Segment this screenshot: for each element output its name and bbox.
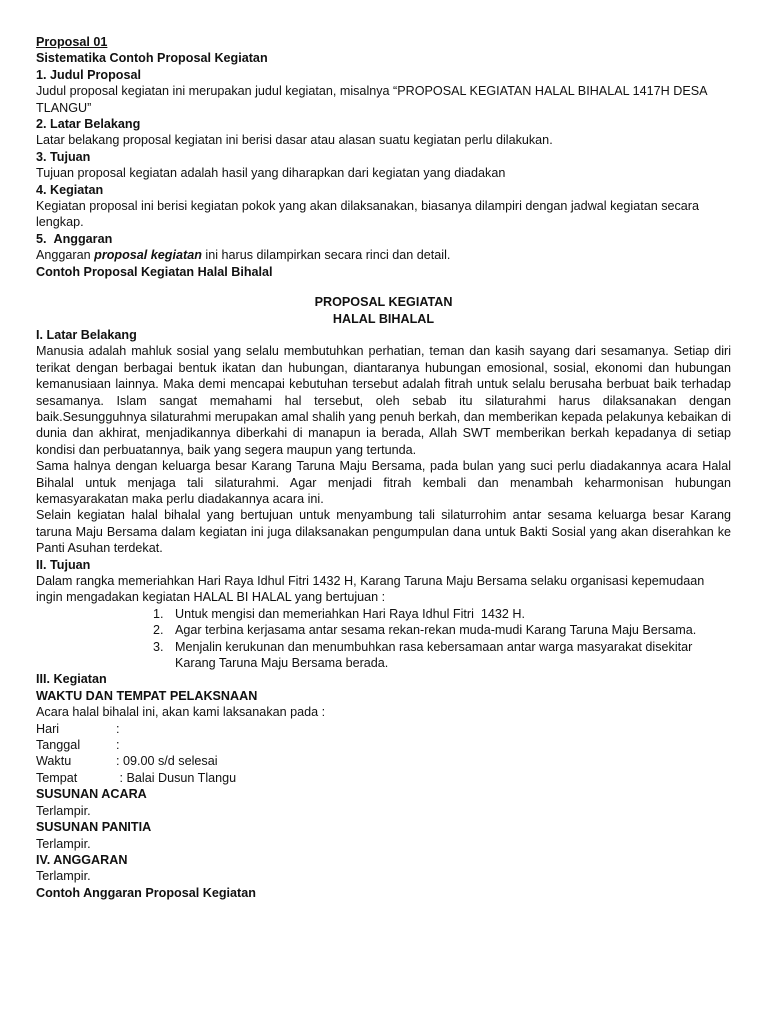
- list-number: 3.: [153, 639, 164, 654]
- item-body-judul: Judul proposal kegiatan ini merupakan judul kegiatan, misalnya “PROPOSAL KEGIATAN HALAL BIHALAL 1417H DESA TLANGU”: [36, 84, 707, 115]
- list-item: [36, 639, 731, 672]
- waktu-intro: Acara halal bihalal ini, akan kami laksanakan pada :: [36, 705, 326, 720]
- center-title-2: HALAL BIHALAL: [332, 311, 435, 326]
- field-label: Waktu: [36, 754, 72, 769]
- field-tempat: [36, 770, 731, 786]
- list-number: 1.: [153, 606, 164, 621]
- list-text: Menjalin kerukunan dan menumbuhkan rasa kebersamaan antar warga masyarakat disekitar Karang Taruna Maju Bersama berada.: [175, 639, 693, 671]
- field-value: :: [116, 721, 120, 736]
- sistematika-title: Sistematika Contoh Proposal Kegiatan: [36, 51, 268, 66]
- field-waktu: [36, 753, 731, 769]
- anggaran-section-body: Terlampir.: [36, 869, 91, 884]
- item-body-latar: Latar belakang proposal kegiatan ini berisi dasar atau alasan suatu kegiatan perlu dilakukan.: [36, 133, 553, 148]
- anggaran-text-emphasis: proposal kegiatan: [94, 248, 202, 263]
- latar-paragraph-1: Manusia adalah mahluk sosial yang selalu membutuhkan perhatian, teman dan kasih sayang dari sesamanya. Setiap diri terikat dengan berbagai bentuk ikatan dan hubungan, diantaranya hubungan emosional, sosial, ekonomi dan hubungan kemanusiaan lainnya. Maka demi mencapai kebutuhan tersebut adalah fitrah untuk selalu berusaha berbuat baik terhadap sesamanya. Islam sangat memahami hal tersebut, oleh sebab itu silaturahmi harus dilaksanakan dengan baik.Sesungguhnya silaturahmi merupakan amal shalih yang penuh berkah, dan memberikan kepada pelakunya kebaikan di dunia dan akhirat, menjadikannya diberkahi di manapun ia berada, Allah SWT memberikan berkah kepadanya di setiap kondisi dan perbuatannya, baik yang segera maupun yang tertunda.: [36, 344, 731, 457]
- proposal-number: Proposal 01: [36, 35, 108, 49]
- item-body-tujuan: Tujuan proposal kegiatan adalah hasil yang diharapkan dari kegiatan yang diadakan: [36, 166, 506, 181]
- list-text: Agar terbina kerjasama antar sesama rekan-rekan muda-mudi Karang Taruna Maju Bersama.: [175, 623, 697, 638]
- item-heading-tujuan: 3. Tujuan: [36, 149, 91, 164]
- waktu-heading: WAKTU DAN TEMPAT PELAKSNAAN: [36, 688, 258, 703]
- item-body-kegiatan: Kegiatan proposal ini berisi kegiatan pokok yang akan dilaksanakan, biasanya dilampiri dengan jadwal kegiatan secara lengkap.: [36, 199, 699, 230]
- field-label: Hari: [36, 721, 60, 736]
- field-value: : 09.00 s/d selesai: [116, 754, 218, 769]
- contoh-anggaran-title: Contoh Anggaran Proposal Kegiatan: [36, 885, 256, 900]
- center-title-1: PROPOSAL KEGIATAN: [314, 295, 453, 310]
- field-hari: [36, 721, 731, 737]
- tujuan-heading: II. Tujuan: [36, 557, 91, 572]
- latar-paragraph-3: Selain kegiatan halal bihalal yang bertujuan untuk menyambung tali silaturrohim antar sesama keluarga besar Karang taruna Maju Bersama dalam kegiatan ini juga dilaksanakan pengumpulan dana untuk Bakti Sosial yang akan diserahkan ke Panti Asuhan terdekat.: [36, 508, 731, 556]
- field-value: : Balai Dusun Tlangu: [116, 770, 237, 785]
- tujuan-list: [36, 606, 731, 672]
- susunan-panitia-heading: SUSUNAN PANITIA: [36, 820, 152, 835]
- list-item: [36, 606, 731, 622]
- list-item: [36, 622, 731, 638]
- list-number: 2.: [153, 623, 164, 638]
- item-heading-kegiatan: 4. Kegiatan: [36, 182, 104, 197]
- latar-heading: I. Latar Belakang: [36, 327, 137, 342]
- kegiatan-heading: III. Kegiatan: [36, 672, 107, 687]
- item-heading-anggaran: 5. Anggaran: [36, 231, 113, 246]
- contoh-title: Contoh Proposal Kegiatan Halal Bihalal: [36, 264, 273, 279]
- document-page: [36, 34, 731, 901]
- field-label: Tanggal: [36, 738, 81, 753]
- susunan-panitia-body: Terlampir.: [36, 836, 91, 851]
- anggaran-text-pre: Anggaran: [36, 248, 95, 263]
- anggaran-text-post: ini harus dilampirkan secara rinci dan detail.: [201, 248, 451, 263]
- tujuan-intro: Dalam rangka memeriahkan Hari Raya Idhul Fitri 1432 H, Karang Taruna Maju Bersama selaku organisasi kepemudaan ingin mengadakan kegiatan HALAL BI HALAL yang bertujuan :: [36, 574, 705, 605]
- field-value: :: [116, 738, 120, 753]
- field-label: Tempat: [36, 770, 78, 785]
- latar-paragraph-2: Sama halnya dengan keluarga besar Karang Taruna Maju Bersama, pada bulan yang suci perlu diadakannya acara Halal Bihalal untuk menjaga tali silaturahmi. Agar menjadi fitrah kembali dan menambah keharmonisan hubungan kemasyarakatan maka perlu diadakannya acara ini.: [36, 459, 731, 506]
- item-heading-judul: 1. Judul Proposal: [36, 67, 141, 82]
- item-heading-latar: 2. Latar Belakang: [36, 117, 141, 132]
- anggaran-section-heading: IV. ANGGARAN: [36, 852, 128, 867]
- susunan-acara-body: Terlampir.: [36, 803, 91, 818]
- item-body-anggaran: [36, 247, 731, 263]
- susunan-acara-heading: SUSUNAN ACARA: [36, 787, 147, 802]
- list-text: Untuk mengisi dan memeriahkan Hari Raya Idhul Fitri 1432 H.: [175, 606, 525, 621]
- field-tanggal: [36, 737, 731, 753]
